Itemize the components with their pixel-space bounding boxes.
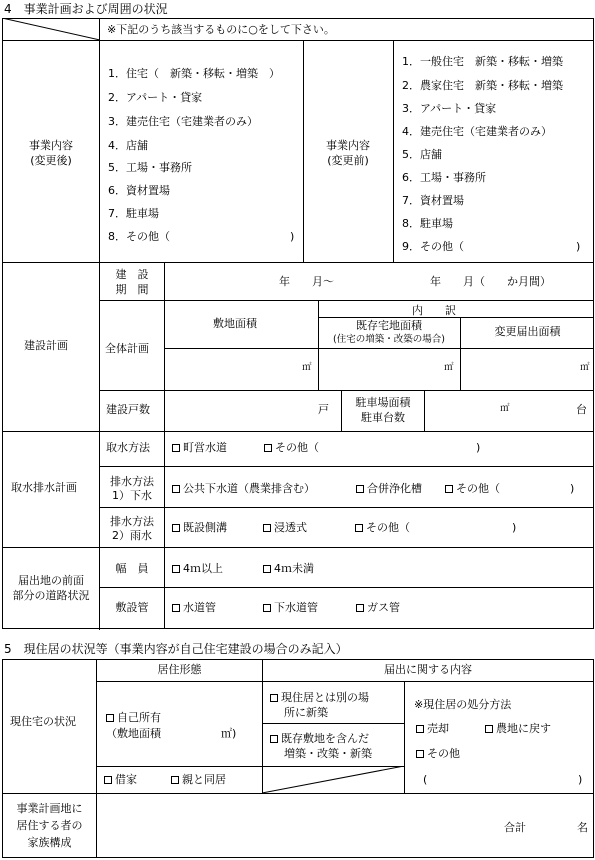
change-area-unit: ㎡: [580, 362, 590, 373]
construction-plan-label: 建設計画: [24, 339, 68, 352]
checkbox-icon[interactable]: [270, 735, 278, 743]
pipe-label: 敷設管: [115, 601, 149, 614]
checkbox-icon[interactable]: [416, 750, 424, 758]
list-item[interactable]: 4．建売住宅（宅建業者のみ）: [402, 125, 552, 138]
own-area-label: （敷地面積: [106, 727, 161, 740]
checkbox-icon[interactable]: [172, 604, 180, 612]
list-item[interactable]: 5．店舗: [402, 148, 442, 161]
list-item[interactable]: 3．アパート・貸家: [402, 102, 497, 115]
pipe-gas[interactable]: ガス管: [356, 602, 400, 613]
content-after-label: 事業内容 (変更後): [29, 139, 73, 167]
list-item[interactable]: 3．建売住宅（宅建業者のみ）: [108, 115, 258, 128]
checkbox-icon[interactable]: [270, 694, 278, 702]
other-option[interactable]: その他: [416, 748, 460, 759]
checkbox-icon[interactable]: [263, 524, 271, 532]
checkbox-icon[interactable]: [263, 604, 271, 612]
checkbox-icon[interactable]: [416, 725, 424, 733]
section4-title: 4 事業計画および周囲の状況: [4, 2, 168, 16]
checkbox-icon[interactable]: [485, 725, 493, 733]
drain2-option-infiltration[interactable]: 浸透式: [263, 522, 307, 533]
checkbox-icon[interactable]: [171, 776, 179, 784]
pipe-water[interactable]: 水道管: [172, 602, 216, 613]
content-before-label: 事業内容 (変更前): [326, 139, 370, 167]
list-item[interactable]: 6．資材置場: [108, 184, 170, 197]
residence-form-header: 居住形態: [157, 663, 202, 676]
checkbox-icon[interactable]: [445, 485, 453, 493]
paren-close: ): [512, 521, 517, 534]
existing-area-unit: ㎡: [444, 362, 454, 373]
period-label: 建 設 期 間: [115, 268, 149, 296]
paren-close: ): [476, 441, 481, 454]
own-option[interactable]: 自己所有: [106, 712, 161, 723]
sell-option[interactable]: 売却: [416, 723, 449, 734]
list-item[interactable]: 4．店舗: [108, 139, 148, 152]
own-area-unit: ㎡): [221, 727, 237, 740]
list-item[interactable]: 9．その他（: [402, 240, 464, 253]
drain1-option-public[interactable]: 公共下水道（農業排含む）: [172, 483, 315, 494]
section5-title: 5 現住居の状況等（事業内容が自己住宅建設の場合のみ記入）: [4, 642, 348, 656]
checkbox-icon[interactable]: [355, 524, 363, 532]
road-width-under4m[interactable]: 4ｍ未満: [263, 563, 314, 574]
drain1-option-other[interactable]: その他（: [445, 483, 500, 494]
paren-close: ): [576, 240, 581, 253]
checkbox-icon[interactable]: [356, 485, 364, 493]
existing-area-header: 既存宅地面積: [356, 319, 422, 332]
list-item[interactable]: 2．アパート・貸家: [108, 91, 203, 104]
list-item[interactable]: 8．その他（: [108, 230, 170, 243]
list-item[interactable]: 6．工場・事務所: [402, 171, 486, 184]
intake-option-town[interactable]: 町営水道: [172, 442, 227, 453]
list-item[interactable]: 1．住宅（ 新築・移転・増築 ）: [108, 67, 280, 80]
drain1-option-septic[interactable]: 合併浄化槽: [356, 483, 422, 494]
parking-label: 駐車場面積 駐車台数: [355, 396, 411, 424]
list-item[interactable]: 2．農家住宅 新築・移転・増築: [402, 79, 563, 92]
drain2-label: 排水方法 2）雨水: [110, 515, 154, 542]
farm-option[interactable]: 農地に戻す: [485, 723, 551, 734]
drain1-label: 排水方法 1）下水: [110, 475, 154, 502]
select-note: ※下記のうち該当するものに○をして下さい。: [107, 23, 335, 36]
rent-option[interactable]: 借家: [104, 774, 137, 785]
road-label: 届出地の前面 部分の道路状況: [12, 574, 90, 602]
persons-unit: 名: [577, 821, 588, 834]
paren-close: ): [570, 482, 575, 495]
existing-site-option[interactable]: 既存敷地を含んだ 増築・改築・新築: [270, 731, 372, 761]
units-unit: 戸: [318, 403, 329, 416]
existing-area-note: (住宅の増築・改築の場合): [333, 334, 445, 345]
overall-plan-label: 全体計画: [105, 342, 149, 355]
checkbox-icon[interactable]: [104, 776, 112, 784]
period-start[interactable]: 年 月～: [279, 275, 334, 288]
checkbox-icon[interactable]: [356, 604, 364, 612]
checkbox-icon[interactable]: [172, 444, 180, 452]
checkbox-icon[interactable]: [172, 485, 180, 493]
pipe-sewer[interactable]: 下水道管: [263, 602, 318, 613]
list-item[interactable]: 7．資材置場: [402, 194, 464, 207]
current-residence-label: 現住宅の状況: [10, 715, 76, 728]
intake-label: 取水方法: [106, 441, 150, 454]
units-label: 建設戸数: [106, 403, 150, 416]
checkbox-icon[interactable]: [172, 524, 180, 532]
site-area-header: 敷地面積: [213, 317, 257, 330]
checkbox-icon[interactable]: [106, 714, 114, 722]
list-item[interactable]: 5．工場・事務所: [108, 161, 192, 174]
parking-area-unit: ㎡: [500, 403, 510, 414]
checkbox-icon[interactable]: [263, 565, 271, 573]
header-diagonal: [2, 18, 100, 41]
paren-close: ): [578, 773, 583, 786]
disposal-diagonal: [262, 766, 405, 794]
period-end[interactable]: 年 月（ か月間）: [430, 275, 551, 288]
drain2-option-other[interactable]: その他（: [355, 522, 410, 533]
change-area-header: 変更届出面積: [494, 325, 561, 338]
list-item[interactable]: 8．駐車場: [402, 217, 453, 230]
parents-option[interactable]: 親と同居: [171, 774, 226, 785]
road-width-over4m[interactable]: 4ｍ以上: [172, 563, 223, 574]
water-plan-label: 取水排水計画: [11, 481, 77, 494]
list-item[interactable]: 7．駐車場: [108, 207, 159, 220]
breakdown-header: 内 訳: [412, 304, 456, 317]
other-place-option[interactable]: 現住居とは別の場 所に新築: [270, 690, 369, 720]
notice-header: 届出に関する内容: [384, 663, 472, 676]
paren-open: (: [423, 773, 428, 786]
family-label: 事業計画地に 居住する者の 家族構成: [16, 802, 83, 849]
site-area-unit: ㎡: [302, 362, 312, 373]
parking-count-unit: 台: [576, 403, 587, 416]
list-item[interactable]: 1．一般住宅 新築・移転・増築: [402, 55, 563, 68]
drain2-option-gutter[interactable]: 既設側溝: [172, 522, 227, 533]
intake-option-other[interactable]: その他（: [264, 442, 319, 453]
road-width-label: 幅 員: [115, 562, 149, 575]
paren-close: ): [290, 230, 295, 243]
checkbox-icon[interactable]: [172, 565, 180, 573]
checkbox-icon[interactable]: [264, 444, 272, 452]
disposal-label: ※現住居の処分方法: [414, 698, 512, 711]
total-label: 合計: [504, 821, 526, 834]
